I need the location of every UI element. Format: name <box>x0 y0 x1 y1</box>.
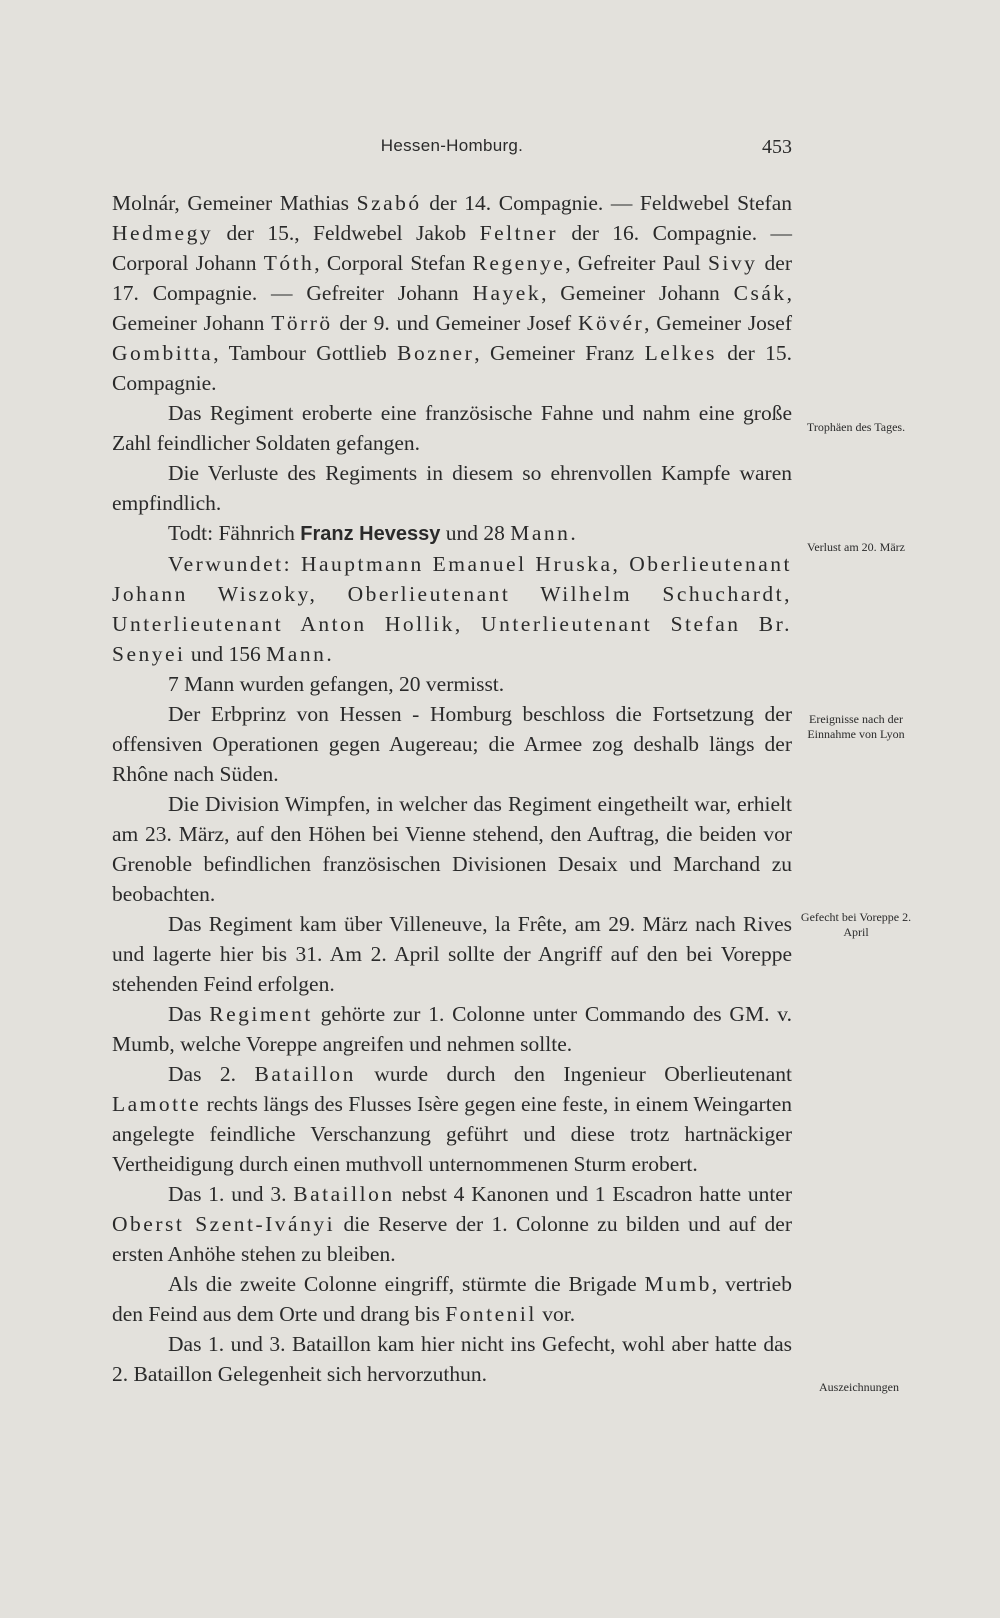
spaced-name: Lelkes <box>644 341 717 365</box>
paragraph: Als die zweite Colonne eingriff, stürmte die Brigade Mumb, vertrieb den Feind aus dem Orte und drang bis Fontenil vor. <box>112 1272 792 1326</box>
running-head: Hessen-Homburg. <box>380 136 524 155</box>
spaced-name: Mumb <box>644 1272 712 1296</box>
margin-note-auszeichnungen: Auszeichnungen <box>819 1380 899 1394</box>
margin-note-verlust: Verlust am 20. März <box>807 540 905 554</box>
margin-note-gefecht: Gefecht bei Voreppe 2. April <box>800 910 912 939</box>
spaced-name: Törrö <box>271 311 333 335</box>
paragraph: 7 Mann wurden gefangen, 20 vermisst. <box>168 672 505 696</box>
bold-name: Franz Hevessy <box>300 523 441 545</box>
page-header <box>112 136 792 162</box>
paragraph: Molnár, Gemeiner Mathias Szabó der 14. Compagnie. — Feldwebel Stefan Hedmegy der 15., Feldwebel Jakob Feltner der 16. Compagnie. — Corporal Johann Tóth, Corporal Stefan Regenye, Gefreiter Paul Sivy der 17. Compagnie. — Gefreiter Johann Hayek, Gemeiner Johann Csák, Gemeiner Johann Törrö der 9. und Gemeiner Josef Kövér, Gemeiner Josef Gombitta, Tambour Gottlieb Bozner, Gemeiner Franz Lelkes der 15. Compagnie. <box>112 191 793 395</box>
spaced-name: Hayek <box>472 281 542 305</box>
paragraph: Das 2. Bataillon wurde durch den Ingenieur Oberlieutenant Lamotte rechts längs des Flusses Isère gegen eine feste, in einem Weingarten angelegte feindliche Verschanzung geführt und diese trotz hartnäckiger Vertheidigung durch einen muthvoll unternommenen Sturm erobert. <box>112 1062 793 1176</box>
spaced-name: Tóth <box>263 251 315 275</box>
margin-note-trophaeen: Trophäen des Tages. <box>806 420 906 434</box>
spaced-name: Kövér <box>577 311 645 335</box>
spaced-name: Regiment <box>209 1002 313 1026</box>
spaced-name: Mann <box>510 521 571 545</box>
body-text <box>112 188 792 1389</box>
paragraph: Das Regiment eroberte eine französische Fahne und nahm eine große Zahl feindlicher Soldaten gefangen. <box>112 401 792 455</box>
spaced-name: Fontenil <box>445 1302 537 1326</box>
spaced-name: Bataillon <box>254 1062 356 1086</box>
spaced-name: Csák <box>733 281 787 305</box>
paragraph: Todt: Fähnrich Franz Hevessy und 28 Mann. <box>168 521 576 545</box>
spaced-name: Lamotte <box>112 1092 202 1116</box>
paragraph: Die Division Wimpfen, in welcher das Regiment eingetheilt war, erhielt am 23. März, auf den Höhen bei Vienne stehend, den Auftrag, die beiden vor Grenoble befindlichen französischen Divisionen Desaix und Marchand zu beobachten. <box>112 792 792 906</box>
spaced-name: Oberst Szent-Iványi <box>112 1212 336 1236</box>
margin-note-ereignisse: Ereignisse nach der Einnahme von Lyon <box>807 712 905 741</box>
spaced-name: Mann <box>266 642 327 666</box>
paragraph: Das 1. und 3. Bataillon kam hier nicht ins Gefecht, wohl aber hatte das 2. Bataillon Gelegenheit sich hervorzuthun. <box>112 1332 792 1386</box>
paragraph: Das Regiment kam über Villeneuve, la Frête, am 29. März nach Rives und lagerte hier bis 31. Am 2. April sollte der Angriff auf den bei Voreppe stehenden Feind erfolgen. <box>112 912 792 996</box>
page-number: 453 <box>762 136 792 158</box>
spaced-name: Regenye <box>472 251 566 275</box>
spaced-name: Verwundet: Hauptmann Emanuel Hruska, Oberlieutenant Johann Wiszoky, Oberlieutenant Wilhelm Schuchardt, Unterlieutenant Anton Hollik, Unterlieutenant Stefan Br. Senyei <box>112 552 792 666</box>
paragraph: Der Erbprinz von Hessen - Homburg beschloss die Fortsetzung der offensiven Operationen gegen Augereau; die Armee zog deshalb längs der Rhône nach Süden. <box>112 702 792 786</box>
paragraph: Das Regiment gehörte zur 1. Colonne unter Commando des GM. v. Mumb, welche Voreppe angreifen und nehmen sollte. <box>112 1002 792 1056</box>
spaced-name: Gombitta <box>112 341 214 365</box>
spaced-name: Szabó <box>356 191 422 215</box>
spaced-name: Hedmegy <box>112 221 214 245</box>
spaced-name: Bozner <box>397 341 475 365</box>
paragraph: Die Verluste des Regiments in diesem so ehrenvollen Kampfe waren empfindlich. <box>112 461 792 515</box>
paragraph: Verwundet: Hauptmann Emanuel Hruska, Oberlieutenant Johann Wiszoky, Oberlieutenant Wilhelm Schuchardt, Unterlieutenant Anton Hollik, Unterlieutenant Stefan Br. Senyei und 156 Mann. <box>112 552 792 666</box>
spaced-name: Bataillon <box>293 1182 395 1206</box>
spaced-name: Sivy <box>707 251 758 275</box>
paragraph: Das 1. und 3. Bataillon nebst 4 Kanonen und 1 Escadron hatte unter Oberst Szent-Iványi die Reserve der 1. Colonne zu bilden und auf der ersten Anhöhe stehen zu bleiben. <box>112 1182 793 1266</box>
spaced-name: Feltner <box>479 221 559 245</box>
